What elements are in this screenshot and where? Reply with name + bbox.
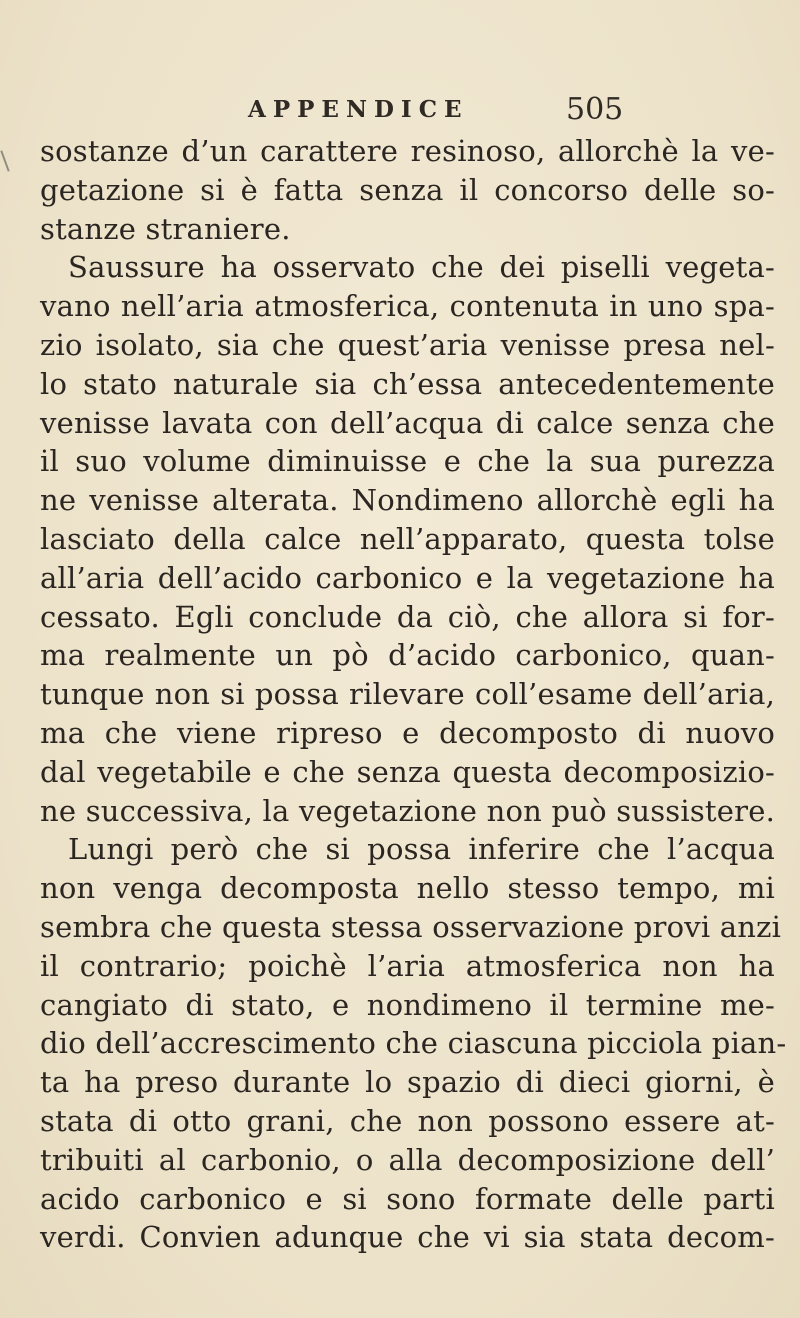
text-line: ta ha preso durante lo spazio di dieci giorni, è (40, 1065, 775, 1100)
text-line: Saussure ha osservato che dei piselli vegeta- (68, 250, 775, 285)
text-line: cessato. Egli conclude da ciò, che allora si for- (40, 599, 775, 634)
margin-mark (0, 150, 9, 171)
page-number: 505 (566, 92, 624, 127)
page-header (0, 92, 800, 132)
body-text (40, 132, 787, 1257)
text-line: venisse lavata con dell’acqua di calce senza che (40, 405, 775, 440)
text-line: stata di otto grani, che non possono essere at- (40, 1103, 775, 1138)
text-line: Lungi però che si possa inferire che l’acqua (68, 832, 775, 867)
text-line: getazione si è fatta senza il concorso delle so- (40, 172, 775, 207)
text-line: zio isolato, sia che quest’aria venisse presa nel- (40, 327, 775, 362)
text-line: tribuiti al carbonio, o alla decomposizione dell’ (40, 1142, 775, 1177)
running-title: APPENDICE (248, 96, 469, 123)
text-line: dal vegetabile e che senza questa decomposizio- (40, 754, 775, 789)
text-line: il contrario; poichè l’aria atmosferica non ha (40, 948, 775, 983)
text-line: ne successiva, la vegetazione non può sussistere. (40, 793, 775, 828)
text-line: ne venisse alterata. Nondimeno allorchè egli ha (40, 483, 775, 518)
text-line: verdi. Convien adunque che vi sia stata decom- (40, 1220, 775, 1255)
text-line: sembra che questa stessa osservazione provi anzi (40, 909, 782, 944)
text-line: lo stato naturale sia ch’essa antecedentemente (40, 366, 775, 401)
text-line: tunque non si possa rilevare coll’esame dell’aria, (40, 677, 775, 712)
text-line: sostanze d’un carattere resinoso, allorchè la ve- (40, 134, 775, 168)
text-line: lasciato della calce nell’apparato, questa tolse (40, 521, 775, 556)
text-line: dio dell’accrescimento che ciascuna picciola pian- (40, 1026, 787, 1061)
text-line: il suo volume diminuisse e che la sua purezza (40, 444, 775, 479)
text-line: vano nell’aria atmosferica, contenuta in uno spa- (40, 289, 775, 324)
text-line: all’aria dell’acido carbonico e la vegetazione ha (40, 560, 775, 595)
text-line: ma realmente un pò d’acido carbonico, quan- (40, 638, 775, 673)
text-line: acido carbonico e si sono formate delle parti (40, 1181, 775, 1216)
text-line: stanze straniere. (40, 211, 291, 246)
text-line: cangiato di stato, e nondimeno il termine me- (40, 987, 775, 1022)
text-line: non venga decomposta nello stesso tempo, mi (40, 871, 775, 906)
text-line: ma che viene ripreso e decomposto di nuovo (40, 715, 775, 750)
